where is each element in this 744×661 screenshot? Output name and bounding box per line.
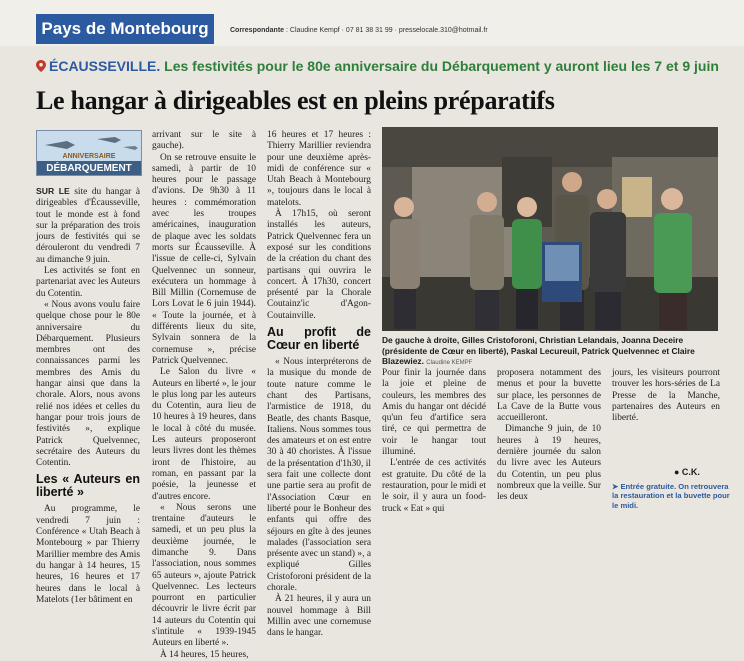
info-note: ➤ Entrée gratuite. On retrouvera la restauration et la buvette pour le midi. [612, 482, 730, 510]
paragraph: 16 heures et 17 heures : Thierry Marillier reviendra pour une deuxième après-midi de conférence sur « Utah Beach à Montebourg », toujours dans le local à matelots. [267, 130, 371, 208]
caption-text: De gauche à droite, Gilles Cristoforoni, Christian Lelandais, Joanna Deceire (présidente de Cœur en liberté), Paskal Lecureuil, Patrick Quelvennec et Claire Blazewiez. [382, 335, 695, 366]
section-title: Pays de Montebourg [36, 14, 214, 44]
article-column-2 [152, 130, 256, 661]
paragraph: Au programme, le vendredi 7 juin : Conférence « Utah Beach à Montebourg » par Thierry Marillier membre des Amis du hangar à 14 heures, 15 heures, 16 heures et 17 heures dans le local à Matelots (1er bâtiment en [36, 504, 140, 605]
paragraph: À 14 heures, 15 heures, [160, 649, 249, 660]
paragraph: arrivant sur le site à gauche). [152, 130, 256, 152]
paragraph: « Nous interpréterons de la musique du monde de toute nature comme le chant des Partisans, l'armistice de 1918, du Beatle, des chants Basque, Italiens. Nous sommes tous des amateurs et on est entre 30 à 40 choristes. À l'issue de la présentation d'1h30, il sera fait une collecte dont une partie sera au profit de l'Association Cœur en liberté pour le Bonheur des enfants qui offre des séjours en gîte à des jeunes malades (l'association sera présente avec un stand) », a expliqué Gilles Cristoforoni président de la chorale. [267, 357, 371, 593]
subheading: Au profit de Cœur en liberté [267, 325, 371, 353]
paragraph: Le Salon du livre « Auteurs en liberté », le jour le plus long par les auteurs du Cotentin, aura lieu de 10 heures à 19 heures, dans le local à côté du musée. Les auteurs proposeront leurs livres dont les thèmes iront de l'histoire, au roman, en passant par la poésie, la jeunesse et d'autres encore. [152, 367, 256, 502]
photo-credit: Claudine KEMPF [426, 360, 473, 366]
article-column-4 [382, 368, 486, 515]
paragraph: Pour finir la journée dans la joie et pleine de couleurs, les membres des Amis du hangar ont décidé qu'un feu d'artifice sera tiré, ce qui permettra de voir le hangar tout illuminé. [382, 368, 486, 458]
logo-line2: DÉBARQUEMENT [46, 163, 132, 174]
kicker-place: ÉCAUSSEVILLE. [49, 58, 161, 74]
lead-text: site du hangar à dirigeables d'Écausseville, tout le monde est à fond sur la préparation des trois jours de festivités qui se dérouleront du vendredi 7 au dimanche 9 juin. [36, 187, 141, 265]
anniversary-logo [36, 130, 142, 176]
lead-word: SUR LE [36, 186, 70, 196]
correspondent-label: Correspondante [230, 27, 285, 34]
paragraph: proposera notamment des menus et pour la buvette sur place, les personnes de La Cave de la Butte vous accueilleront. [497, 368, 601, 424]
paragraph: jours, les visiteurs pourront trouver les hors-séries de La Presse de la Manche, partenaires des Auteurs en liberté. [612, 368, 720, 424]
logo-line1: ANNIVERSAIRE [62, 153, 116, 160]
article-kicker [36, 58, 719, 74]
paragraph: À 17h15, où seront installés les auteurs, Patrick Quelvennec fera un exposé sur les conditions de la création du chant des partisans qui ouvrira le concert. À 17h30, concert présenté par la Chorale Coutainz'ic d'Agon-Coutainville. [267, 209, 371, 321]
article-column-1 [36, 186, 140, 606]
paragraph: On se retrouve ensuite le samedi, à partir de 10 heures pour le passage d'avions. De 9h30 à 11 heures : commémoration avec les troupes américaines, inauguration de plaque avec les soldats morts sur Écausseville. À l'issue de celle-ci, Sylvain Quelvennec un sonneur, exécutera un hommage à Bill Millin (Cornemuse de Lors Lovat le 6 juin 1944). « Toute la journée, et à différents lieux du site, Sylvain sonnera de la cornemuse », précise Patrick Quelvennec. [152, 152, 256, 366]
paragraph: Les activités se font en partenariat avec les Auteurs du Cotentin. [36, 266, 140, 299]
paragraph: « Nous serons une trentaine d'auteurs le samedi, et un peu plus la deuxième journée, le dimanche 9. Dans l'association, nous sommes 65 auteurs », ajoute Patrick Quelvennec. Les lecteurs pourront en particulier découvrir le livre écrit par 14 auteurs du Cotentin qui s'intitule « 1939-1945 Auteurs en liberté ». [152, 502, 256, 649]
article-column-6 [612, 368, 720, 424]
paragraph: À 21 heures, il y aura un nouvel hommage à Bill Millin avec une cornemuse dans le hangar. [267, 594, 371, 639]
lead-paragraph [36, 186, 140, 266]
paragraph: L'entrée de ces activités est gratuite. Du côté de la restauration, pour le midi et le soir, il y aura un food-truck « Eat » qui [382, 458, 486, 514]
correspondent-contact: : Claudine Kempf · 07 81 38 31 99 · presselocale.310@hotmail.fr [284, 27, 488, 34]
paragraph: Dimanche 9 juin, de 10 heures à 19 heures, dernière journée du salon du livre avec les Auteurs du Cotentin, un peu plus nombreux que la veille. Sur les deux [497, 424, 601, 503]
subheading: Les « Auteurs en liberté » [36, 472, 140, 500]
paragraph: « Nous avons voulu faire quelque chose pour le 80e anniversaire du Débarquement. Plusieurs membres ont des connaissances parmi les membres des Amis du hangar ainsi que dans la chorale. Alors, nous avons relié nos idées et celles du hangar pour trois jours de festivités », explique Patrick Quelvennec, secrétaire des Auteurs du Cotentin. [36, 299, 140, 469]
photo-caption [382, 335, 718, 369]
group-photo [382, 127, 718, 331]
kicker-text: Les festivités pour le 80e anniversaire du Débarquement y auront lieu les 7 et 9 juin [160, 58, 719, 74]
group-photo-image [382, 127, 718, 331]
author-signature: ● C.K. [674, 467, 700, 477]
location-pin-icon [36, 60, 46, 72]
article-column-5 [497, 368, 601, 504]
article-column-3 [267, 130, 371, 639]
anniversary-logo-image [37, 131, 141, 175]
correspondent-info [230, 27, 488, 34]
article-headline: Le hangar à dirigeables est en pleins préparatifs [36, 86, 555, 115]
